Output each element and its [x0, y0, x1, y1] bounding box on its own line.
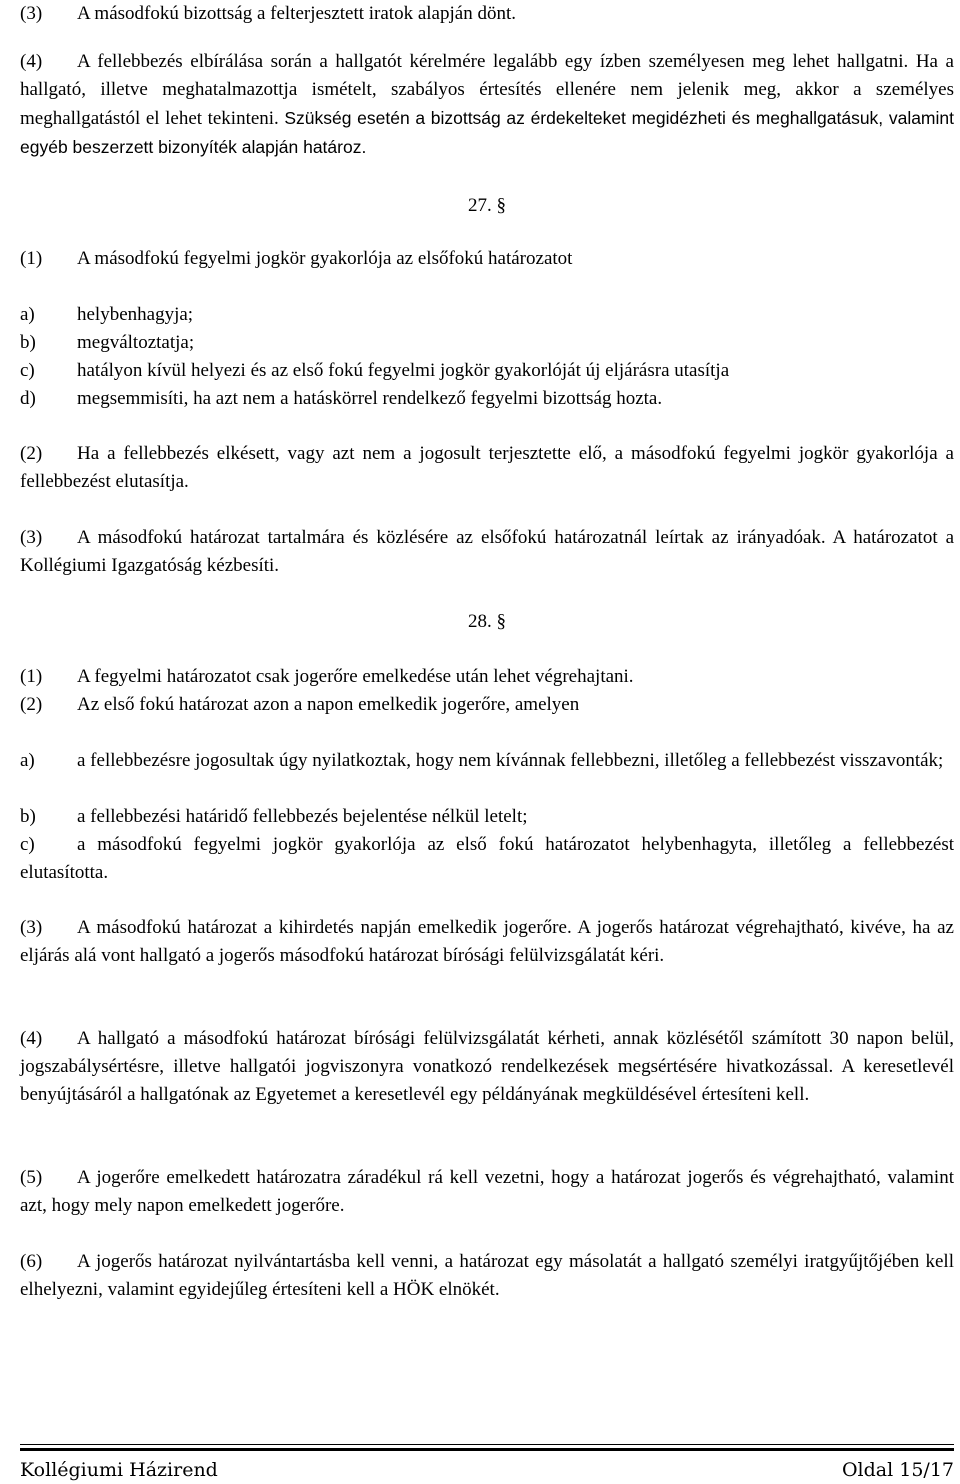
paragraph-number: (6): [20, 1251, 43, 1272]
paragraph-text: A másodfokú határozat tartalmára és közlésére az elsőfokú határozatnál leírtak az irányadóak. A határozatot a Kollégiumi Igazgatóság kézbesíti.: [20, 527, 954, 576]
paragraph-text: A fellebbezés elbírálása során a hallgatót kérelmére legalább egy ízben személyesen meg lehet hallgatni. Ha a hallgató, illetve meghatalmazottja ismételt, szabályos értesítés ellenére nem jelenik meg, akkor a személyes meghallgatástól el lehet tekinteni.: [20, 51, 954, 129]
paragraph-28-2: [20, 691, 954, 719]
paragraph-text: A másodfokú határozat a kihirdetés napján emelkedik jogerőre. A jogerős határozat végrehajtható, kivéve, ha az eljárás alá vont hallgató a jogerős másodfokú határozat bírósági felülvizsgálatát kéri.: [20, 917, 954, 966]
list-text: a fellebbezési határidő fellebbezés bejelentése nélkül letelt;: [77, 806, 528, 827]
list-text: helybenhagyja;: [77, 304, 194, 325]
paragraph-number: (4): [20, 51, 43, 72]
paragraph-number: (1): [20, 248, 43, 269]
paragraph-26-3: [20, 0, 954, 28]
paragraph-28-5: [20, 1164, 954, 1220]
list-item-27-c: [20, 357, 954, 385]
paragraph-number: (3): [20, 3, 43, 24]
list-item-28-b: [20, 803, 954, 831]
paragraph-text: A jogerőre emelkedett határozatra záradékul rá kell vezetni, hogy a határozat jogerős és végrehajtható, valamint azt, hogy mely napon emelkedett jogerőre.: [20, 1167, 954, 1216]
paragraph-28-1: [20, 663, 954, 691]
page-footer: [20, 1456, 954, 1484]
list-item-28-c: [20, 831, 954, 887]
paragraph-text: Az első fokú határozat azon a napon emelkedik jogerőre, amelyen: [77, 694, 580, 715]
paragraph-number: (2): [20, 443, 43, 464]
list-item-27-b: [20, 329, 954, 357]
paragraph-28-4: [20, 1025, 954, 1109]
paragraph-text: Ha a fellebbezés elkésett, vagy azt nem a jogosult terjesztette elő, a másodfokú fegyelmi jogkör gyakorlója a fellebbezést elutasítja.: [20, 443, 954, 492]
list-item-27-a: [20, 301, 954, 329]
list-letter: c): [20, 360, 35, 381]
section-heading-28: 28. §: [468, 611, 506, 632]
paragraph-number: (3): [20, 917, 43, 938]
paragraph-text: A hallgató a másodfokú határozat bírósági felülvizsgálatát kérheti, annak közlésétől számított 30 napon belül, jogszabálysértésre, illetve hallgatói jogviszonyra vonatkozó rendelkezések megsértésére hivatkozással. A keresetlevél benyújtásáról a hallgatónak az Egyetemet a keresetlevél egy példányának megküldésével értesíteni kell.: [20, 1028, 954, 1105]
list-letter: a): [20, 304, 35, 325]
list-text: a másodfokú fegyelmi jogkör gyakorlója az első fokú határozatot helybenhagyta, illetőleg a fellebbezést elutasította.: [20, 834, 954, 883]
paragraph-27-1: [20, 245, 954, 273]
paragraph-number: (4): [20, 1028, 43, 1049]
paragraph-28-3: [20, 914, 954, 970]
list-item-28-a: [20, 747, 954, 775]
paragraph-number: (5): [20, 1167, 43, 1188]
paragraph-number: (1): [20, 666, 43, 687]
paragraph-number: (3): [20, 527, 43, 548]
list-letter: d): [20, 388, 36, 409]
section-heading-27: 27. §: [468, 195, 506, 216]
paragraph-27-2: [20, 440, 954, 496]
paragraph-26-4: [20, 48, 954, 162]
paragraph-text: A fegyelmi határozatot csak jogerőre emelkedése után lehet végrehajtani.: [77, 666, 634, 687]
list-letter: b): [20, 806, 36, 827]
list-text: hatályon kívül helyezi és az első fokú fegyelmi jogkör gyakorlóját új eljárásra utasítja: [77, 360, 730, 381]
list-text: a fellebbezésre jogosultak úgy nyilatkoztak, hogy nem kívánnak fellebbezni, illetőleg a fellebbezést visszavonták;: [77, 750, 944, 771]
list-letter: b): [20, 332, 36, 353]
footer-page-number: Oldal 15/17: [841, 1459, 954, 1481]
paragraph-28-6: [20, 1248, 954, 1304]
paragraph-text: A másodfokú bizottság a felterjesztett iratok alapján dönt.: [77, 3, 516, 24]
footer-divider: [20, 1444, 954, 1445]
paragraph-number: (2): [20, 694, 43, 715]
footer-divider-thick: [20, 1448, 954, 1451]
list-text: megsemmisíti, ha azt nem a hatáskörrel rendelkező fegyelmi bizottság hozta.: [77, 388, 663, 409]
paragraph-27-3: [20, 524, 954, 580]
paragraph-text: A másodfokú fegyelmi jogkör gyakorlója az elsőfokú határozatot: [77, 248, 573, 269]
list-letter: c): [20, 834, 35, 855]
list-text: megváltoztatja;: [77, 332, 195, 353]
footer-document-title: Kollégiumi Házirend: [20, 1459, 218, 1481]
paragraph-text: A jogerős határozat nyilvántartásba kell venni, a határozat egy másolatát a hallgató személyi iratgyűjtőjében kell elhelyezni, valamint egyidejűleg értesíteni kell a HÖK elnökét.: [20, 1251, 954, 1300]
paragraph-text-sans: Szükség esetén a bizottság az érdekelteket megidézheti és meghallgatásuk, valamint egyéb beszerzett bizonyíték alapján határoz.: [20, 108, 954, 157]
list-letter: a): [20, 750, 35, 771]
list-item-27-d: [20, 385, 954, 413]
